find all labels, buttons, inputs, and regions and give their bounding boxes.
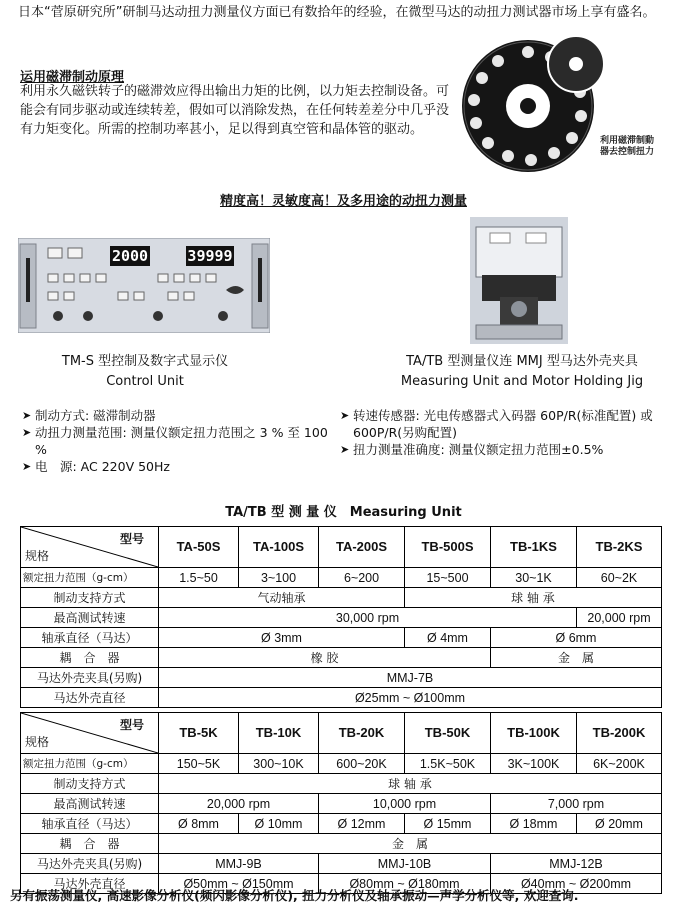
measuring-unit-caption-en: Measuring Unit and Motor Holding Jig xyxy=(400,374,644,389)
table-cell: MMJ-7B xyxy=(159,668,662,688)
spec-table-2 xyxy=(20,712,662,894)
hysteresis-disc-image xyxy=(458,34,618,174)
row-label: 最高测试转速 xyxy=(21,794,159,814)
row-label: 制动支持方式 xyxy=(21,588,159,608)
bullet-arrow-icon: ➤ xyxy=(22,409,32,422)
table-cell: 金 属 xyxy=(491,648,662,668)
table-row xyxy=(21,568,662,588)
model-header: TA-100S xyxy=(239,527,319,568)
model-header: TB-200K xyxy=(577,713,662,754)
bullet-arrow-icon: ➤ xyxy=(22,426,32,439)
measuring-unit-caption-cn: TA/TB 型测量仪连 MMJ 型马达外壳夹具 xyxy=(406,354,638,369)
spec-item: ➤ 扭力测量准确度: 测量仪额定扭力范围±0.5% xyxy=(340,442,604,457)
spec-list-right xyxy=(340,407,675,458)
row-label: 马达外壳直径 xyxy=(21,688,159,708)
table-cell: 球 轴 承 xyxy=(159,774,662,794)
control-display-left: 2000 xyxy=(111,247,149,265)
measuring-unit-caption xyxy=(372,352,672,392)
table-cell: 60~2K xyxy=(577,568,662,588)
table-cell: Ø 4mm xyxy=(405,628,491,648)
model-header: TB-5K xyxy=(159,713,239,754)
model-header: TB-2KS xyxy=(577,527,662,568)
table-row xyxy=(21,834,662,854)
table-cell: Ø80mm ~ Ø180mm xyxy=(319,874,491,894)
table-cell: 橡 胶 xyxy=(159,648,491,668)
spec-table-1 xyxy=(20,526,662,708)
table-row xyxy=(21,608,662,628)
table-cell: 30~1K xyxy=(491,568,577,588)
headline: 精度高！灵敏度高！及多用途的动扭力测量 xyxy=(219,194,467,209)
control-unit-photo xyxy=(18,238,270,333)
table-cell: Ø25mm ~ Ø100mm xyxy=(159,688,662,708)
table-row xyxy=(21,688,662,708)
row-label: 轴承直径（马达） xyxy=(21,628,159,648)
table-cell: 20,000 rpm xyxy=(159,794,319,814)
intro-paragraph: 日本“菅原研究所”研制马达动扭力测量仪方面已有数拾年的经验，在微型马达的动扭力测试器市场上享有盛名。 xyxy=(18,5,656,20)
model-header: TB-500S xyxy=(405,527,491,568)
corner-model: 型号 xyxy=(119,718,144,732)
bullet-arrow-icon: ➤ xyxy=(22,460,32,473)
table-cell: Ø 10mm xyxy=(239,814,319,834)
table-cell: 10,000 rpm xyxy=(319,794,491,814)
control-display-right: 39999 xyxy=(187,247,233,265)
table-cell: 7,000 rpm xyxy=(491,794,662,814)
table-cell: Ø 3mm xyxy=(159,628,405,648)
principle-body: 利用永久磁铁转子的磁滞效应得出输出力矩的比例，以力矩去控制设备。可能会有同步驱动或连续转差，假如可以消除发热，在任何转差差分中几乎没有力矩变化。所需的控制功率甚小，足以得到真空管和晶体管的驱动。 xyxy=(20,84,450,137)
table-row xyxy=(21,648,662,668)
table-cell: 1.5K~50K xyxy=(405,754,491,774)
table-cell: Ø50mm ~ Ø150mm xyxy=(159,874,319,894)
table-cell: 15~500 xyxy=(405,568,491,588)
table-row xyxy=(21,794,662,814)
spec-item: ➤ 制动方式: 磁滞制动器 xyxy=(22,408,156,423)
table-cell: 600~20K xyxy=(319,754,405,774)
table-cell: Ø 6mm xyxy=(491,628,662,648)
table-cell: Ø 20mm xyxy=(577,814,662,834)
table-corner-cell xyxy=(21,713,159,754)
table-cell: Ø 18mm xyxy=(491,814,577,834)
table-cell: 300~10K xyxy=(239,754,319,774)
control-unit-caption-cn: TM-S 型控制及数字式显示仪 xyxy=(61,354,229,369)
model-header: TB-10K xyxy=(239,713,319,754)
model-header: TA-50S xyxy=(159,527,239,568)
table-cell: 气动轴承 xyxy=(159,588,405,608)
row-label: 耦 合 器 xyxy=(21,648,159,668)
row-label: 马达外壳夹具(另购) xyxy=(21,668,159,688)
model-header: TB-50K xyxy=(405,713,491,754)
table-row xyxy=(21,814,662,834)
spec-item: ➤ 电 源: AC 220V 50Hz xyxy=(22,459,170,474)
control-unit-caption-en: Control Unit xyxy=(106,374,184,389)
model-header: TB-100K xyxy=(491,713,577,754)
row-label: 最高测试转速 xyxy=(21,608,159,628)
model-header: TB-1KS xyxy=(491,527,577,568)
model-header: TB-20K xyxy=(319,713,405,754)
bullet-arrow-icon: ➤ xyxy=(340,409,350,422)
table-row xyxy=(21,854,662,874)
row-label: 额定扭力范围（g-cm） xyxy=(21,568,159,588)
table-header-row xyxy=(21,527,662,568)
table-row xyxy=(21,754,662,774)
table-row xyxy=(21,588,662,608)
table-cell: 球 轴 承 xyxy=(405,588,662,608)
spec-item: ➤ 动扭力测量范围: 测量仪额定扭力范围之 3 % 至 100 % xyxy=(22,425,328,457)
corner-model: 型号 xyxy=(119,532,144,546)
table-cell: 20,000 rpm xyxy=(577,608,662,628)
row-label: 马达外壳直径 xyxy=(21,874,159,894)
row-label: 制动支持方式 xyxy=(21,774,159,794)
row-label: 轴承直径（马达） xyxy=(21,814,159,834)
table-cell: 1.5~50 xyxy=(159,568,239,588)
table-cell: Ø40mm ~ Ø200mm xyxy=(491,874,662,894)
corner-spec: 规格 xyxy=(25,735,50,749)
hero-image-caption: 利用磁滞制動器去控制扭力 xyxy=(600,136,655,157)
row-label: 耦 合 器 xyxy=(21,834,159,854)
table-cell: 3~100 xyxy=(239,568,319,588)
model-header: TA-200S xyxy=(319,527,405,568)
row-label: 马达外壳夹具(另购) xyxy=(21,854,159,874)
principle-title: 运用磁滞制动原理 xyxy=(20,70,125,85)
table-row xyxy=(21,628,662,648)
table-cell: 金 属 xyxy=(159,834,662,854)
table-cell: Ø 12mm xyxy=(319,814,405,834)
table-cell: 30,000 rpm xyxy=(159,608,577,628)
table-title: TA/TB 型 测 量 仪 Measuring Unit xyxy=(225,505,462,520)
table-header-row xyxy=(21,713,662,754)
table-row xyxy=(21,774,662,794)
row-label: 额定扭力范围（g-cm） xyxy=(21,754,159,774)
bullet-arrow-icon: ➤ xyxy=(340,443,350,456)
table-cell: MMJ-9B xyxy=(159,854,319,874)
table-cell: Ø 15mm xyxy=(405,814,491,834)
table-corner-cell xyxy=(21,527,159,568)
table-cell: 150~5K xyxy=(159,754,239,774)
table-cell: 6K~200K xyxy=(577,754,662,774)
measuring-unit-photo xyxy=(470,217,568,344)
spec-item: ➤ 转速传感器: 光电传感器式入码器 60P/R(标准配置) 或 600P/R(另购配置) xyxy=(340,408,653,440)
table-cell: Ø 8mm xyxy=(159,814,239,834)
table-row xyxy=(21,668,662,688)
table-cell: MMJ-12B xyxy=(491,854,662,874)
table-cell: 6~200 xyxy=(319,568,405,588)
spec-list-left xyxy=(22,407,340,475)
control-unit-caption xyxy=(10,352,280,392)
table-cell: MMJ-10B xyxy=(319,854,491,874)
corner-spec: 规格 xyxy=(25,549,50,563)
table-cell: 3K~100K xyxy=(491,754,577,774)
footer-note: 另有振荡测量仪, 高速影像分析仪(频闪影像分析仪), 扭力分析仪及轴承振动—声学分析仪等, 欢迎查询. xyxy=(10,888,579,903)
